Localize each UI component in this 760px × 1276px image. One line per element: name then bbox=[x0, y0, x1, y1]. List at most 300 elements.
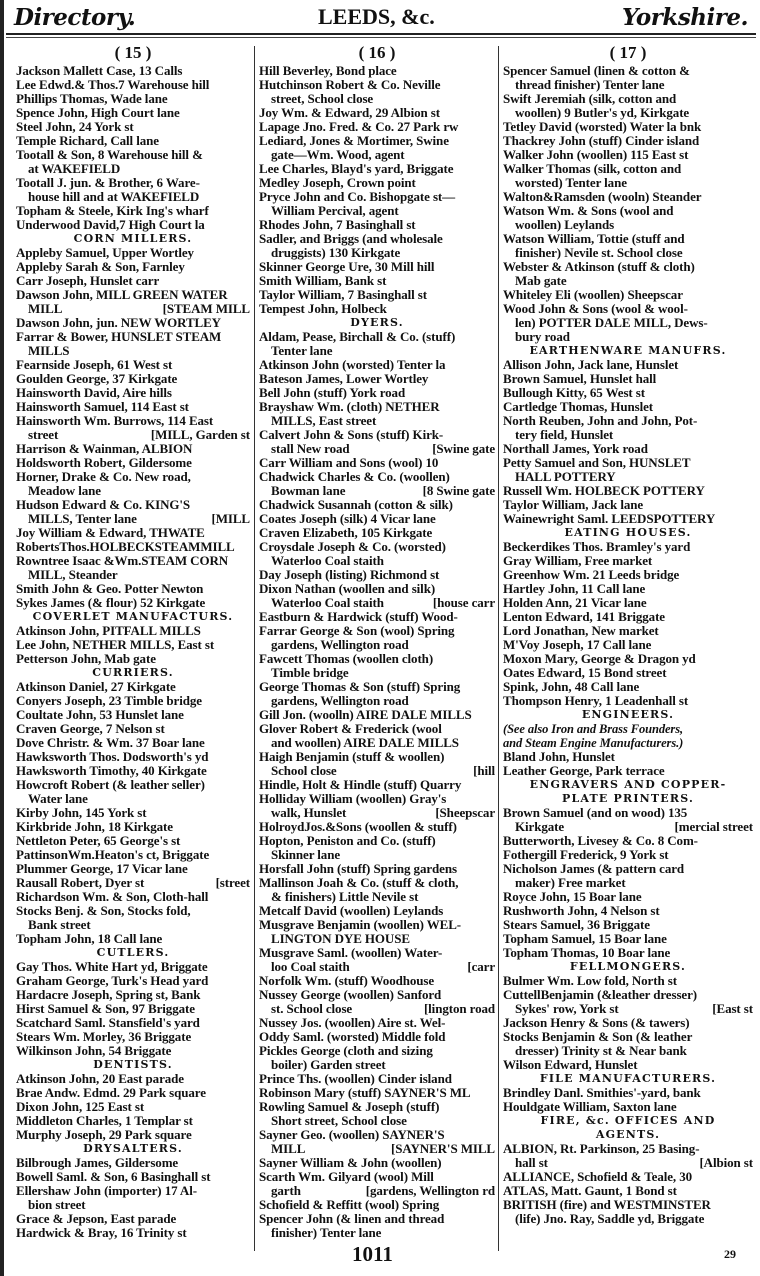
directory-entry bbox=[259, 386, 495, 400]
directory-entry bbox=[16, 1100, 250, 1114]
directory-entry bbox=[259, 988, 495, 1002]
entry-continuation bbox=[259, 806, 495, 820]
line-text: Hindle, Holt & Hindle (stuff) Quarry bbox=[259, 778, 462, 792]
header-directory: Directory. bbox=[14, 4, 136, 31]
line-text: Scarth Wm. Gilyard (wool) Mill bbox=[259, 1170, 434, 1184]
directory-entry bbox=[503, 1030, 753, 1044]
line-text: Waterloo Coal staith bbox=[271, 596, 384, 610]
directory-entry bbox=[16, 834, 250, 848]
entry-continuation bbox=[259, 848, 495, 862]
line-text: Hutchinson Robert & Co. Neville bbox=[259, 78, 441, 92]
directory-entry bbox=[503, 414, 753, 428]
line-text: Tootall J. jun. & Brother, 6 Ware- bbox=[16, 176, 200, 190]
header-leeds: LEEDS, &c. bbox=[318, 4, 435, 29]
line-tail-text: [Albion st bbox=[699, 1156, 753, 1170]
directory-entry bbox=[503, 834, 753, 848]
directory-entry bbox=[16, 638, 250, 652]
directory-entry bbox=[503, 848, 753, 862]
line-text: Topham & Steele, Kirk Ing's wharf bbox=[16, 204, 209, 218]
line-text: Howcroft Robert (& leather seller) bbox=[16, 778, 205, 792]
line-text: dresser) Trinity st & Near bank bbox=[515, 1044, 687, 1058]
line-text: Temple Richard, Call lane bbox=[16, 134, 159, 148]
line-text: Dove Christr. & Wm. 37 Boar lane bbox=[16, 736, 205, 750]
entry-continuation bbox=[259, 442, 495, 456]
line-text: Sayner William & John (woollen) bbox=[259, 1156, 442, 1170]
line-text: Hudson Edward & Co. KING'S bbox=[16, 498, 191, 512]
directory-entry bbox=[503, 288, 753, 302]
entry-continuation bbox=[259, 1058, 495, 1072]
line-text: Mallinson Joah & Co. (stuff & cloth, bbox=[259, 876, 459, 890]
directory-entry bbox=[16, 1030, 250, 1044]
directory-entry bbox=[16, 400, 250, 414]
line-text: worsted) Tenter lane bbox=[515, 176, 627, 190]
directory-entry bbox=[16, 1226, 250, 1240]
directory-entry bbox=[503, 148, 753, 162]
line-text: FELLMONGERS. bbox=[569, 960, 687, 973]
line-text: Gay Thos. White Hart yd, Briggate bbox=[16, 960, 208, 974]
line-text: Robinson Mary (stuff) SAYNER'S ML bbox=[259, 1086, 471, 1100]
line-tail-text: [house carr bbox=[432, 596, 495, 610]
entry-continuation bbox=[259, 344, 495, 358]
directory-entry bbox=[503, 652, 753, 666]
line-text: Scatchard Saml. Stansfield's yard bbox=[16, 1016, 200, 1030]
entry-continuation bbox=[503, 470, 753, 484]
line-text: LINGTON DYE HOUSE bbox=[271, 932, 410, 946]
directory-entry bbox=[259, 624, 495, 638]
line-text: Hainsworth David, Aire hills bbox=[16, 386, 172, 400]
entry-continuation bbox=[259, 484, 495, 498]
directory-entry bbox=[503, 918, 753, 932]
line-text: Leather George, Park terrace bbox=[503, 764, 665, 778]
entry-continuation bbox=[16, 190, 250, 204]
line-tail-text: [lington road bbox=[423, 1002, 495, 1016]
directory-entry bbox=[259, 1156, 495, 1170]
entry-continuation bbox=[16, 428, 250, 442]
directory-entry bbox=[503, 568, 753, 582]
directory-entry bbox=[16, 92, 250, 106]
directory-entry bbox=[503, 890, 753, 904]
entry-continuation bbox=[259, 960, 495, 974]
section-heading bbox=[503, 708, 753, 722]
line-text: AGENTS. bbox=[595, 1128, 661, 1141]
header-yorkshire: Yorkshire. bbox=[622, 4, 748, 31]
line-text: CUTLERS. bbox=[96, 946, 170, 959]
line-text: woollen) Leylands bbox=[515, 218, 615, 232]
line-text: garth bbox=[271, 1184, 301, 1198]
line-text: Stears Wm. Morley, 36 Briggate bbox=[16, 1030, 192, 1044]
line-text: M'Voy Joseph, 17 Call lane bbox=[503, 638, 652, 652]
line-text: Bateson James, Lower Wortley bbox=[259, 372, 429, 386]
directory-entry bbox=[259, 722, 495, 736]
directory-entry bbox=[259, 302, 495, 316]
line-text: Smith John & Geo. Potter Newton bbox=[16, 582, 204, 596]
directory-entry bbox=[259, 106, 495, 120]
line-text: Taylor William, 7 Basinghall st bbox=[259, 288, 427, 302]
line-text: Water lane bbox=[28, 792, 88, 806]
line-text: PLATE PRINTERS. bbox=[561, 792, 695, 805]
directory-entry bbox=[16, 1212, 250, 1226]
line-text: loo Coal staith bbox=[271, 960, 350, 974]
directory-entry bbox=[259, 1170, 495, 1184]
line-text: Butterworth, Livesey & Co. 8 Com- bbox=[503, 834, 698, 848]
line-text: st. School close bbox=[271, 1002, 353, 1016]
line-text: Walton&Ramsden (wooln) Steander bbox=[503, 190, 702, 204]
entry-continuation bbox=[259, 1142, 495, 1156]
line-text: Joy Wm. & Edward, 29 Albion st bbox=[259, 106, 440, 120]
directory-entry bbox=[16, 64, 250, 78]
directory-entry bbox=[16, 218, 250, 232]
line-text: Joy William & Edward, THWATE bbox=[16, 526, 205, 540]
section-note bbox=[503, 736, 753, 750]
entry-continuation bbox=[259, 1114, 495, 1128]
line-text: Brae Andw. Edmd. 29 Park square bbox=[16, 1086, 206, 1100]
directory-entry bbox=[16, 806, 250, 820]
directory-entry bbox=[259, 400, 495, 414]
line-text: Royce John, 15 Boar lane bbox=[503, 890, 642, 904]
line-text: Cartledge Thomas, Hunslet bbox=[503, 400, 654, 414]
directory-entry bbox=[259, 260, 495, 274]
directory-entry bbox=[16, 736, 250, 750]
directory-entry bbox=[16, 554, 250, 568]
entry-continuation bbox=[259, 764, 495, 778]
line-text: BRITISH (fire) and WESTMINSTER bbox=[503, 1198, 711, 1212]
line-text: Whiteley Eli (woollen) Sheepscar bbox=[503, 288, 683, 302]
directory-entry bbox=[16, 260, 250, 274]
directory-entry bbox=[16, 1128, 250, 1142]
section-heading bbox=[259, 316, 495, 330]
directory-entry bbox=[16, 414, 250, 428]
line-text: Hawksworth Thos. Dodsworth's yd bbox=[16, 750, 209, 764]
line-text: MILLS bbox=[28, 344, 70, 358]
directory-entry bbox=[503, 400, 753, 414]
line-text: Rausall Robert, Dyer st bbox=[16, 876, 145, 890]
section-heading bbox=[16, 610, 250, 624]
line-text: Walker John (woollen) 115 East st bbox=[503, 148, 689, 162]
directory-entry bbox=[503, 1016, 753, 1030]
directory-entry bbox=[503, 988, 753, 1002]
line-text: Timble bridge bbox=[271, 666, 349, 680]
entry-continuation bbox=[16, 568, 250, 582]
line-text: Stocks Benj. & Son, Stocks fold, bbox=[16, 904, 191, 918]
line-text: Jackson Henry & Sons (& tawers) bbox=[503, 1016, 690, 1030]
line-text: ALBION, Rt. Parkinson, 25 Basing- bbox=[503, 1142, 700, 1156]
directory-entry bbox=[503, 92, 753, 106]
directory-entry bbox=[259, 428, 495, 442]
directory-entry bbox=[16, 596, 250, 610]
line-text: Coates Joseph (silk) 4 Vicar lane bbox=[259, 512, 436, 526]
line-text: Hardacre Joseph, Spring st, Bank bbox=[16, 988, 201, 1002]
line-text: MILL, Steander bbox=[28, 568, 118, 582]
line-text: Walker Thomas (silk, cotton and bbox=[503, 162, 682, 176]
line-text: CORN MILLERS. bbox=[73, 232, 193, 245]
section-heading bbox=[16, 946, 250, 960]
directory-entry bbox=[503, 204, 753, 218]
directory-entry bbox=[259, 120, 495, 134]
directory-entry bbox=[16, 330, 250, 344]
line-text: Chadwick Susannah (cotton & silk) bbox=[259, 498, 453, 512]
directory-entry bbox=[16, 540, 250, 554]
entry-continuation bbox=[16, 484, 250, 498]
directory-entry bbox=[16, 372, 250, 386]
directory-entry bbox=[503, 64, 753, 78]
line-text: gate—Wm. Wood, agent bbox=[271, 148, 405, 162]
directory-entry bbox=[503, 694, 753, 708]
directory-entry bbox=[259, 288, 495, 302]
directory-entry bbox=[259, 274, 495, 288]
line-text: gardens, Wellington road bbox=[271, 638, 409, 652]
directory-entry bbox=[259, 1030, 495, 1044]
directory-entry bbox=[16, 1114, 250, 1128]
directory-entry bbox=[503, 540, 753, 554]
entry-continuation bbox=[259, 666, 495, 680]
line-text: Phillips Thomas, Wade lane bbox=[16, 92, 168, 106]
line-text: Brayshaw Wm. (cloth) NETHER bbox=[259, 400, 440, 414]
directory-entry bbox=[259, 1072, 495, 1086]
line-text: MILL bbox=[271, 1142, 306, 1156]
directory-entry bbox=[16, 288, 250, 302]
line-text: Plummer George, 17 Vicar lane bbox=[16, 862, 188, 876]
entry-continuation bbox=[259, 246, 495, 260]
line-text: HolroydJos.&Sons (woollen & stuff) bbox=[259, 820, 457, 834]
line-text: Wilson Edward, Hunslet bbox=[503, 1058, 638, 1072]
line-text: Nicholson James (& pattern card bbox=[503, 862, 685, 876]
line-text: Oates Edward, 15 Bond street bbox=[503, 666, 667, 680]
directory-entry bbox=[259, 372, 495, 386]
directory-entry bbox=[16, 120, 250, 134]
directory-entry bbox=[259, 358, 495, 372]
directory-entry bbox=[16, 904, 250, 918]
line-text: Underwood David,7 High Court la bbox=[16, 218, 205, 232]
line-text: Dawson John, jun. NEW WORTLEY bbox=[16, 316, 221, 330]
directory-entry bbox=[503, 806, 753, 820]
section-heading bbox=[503, 778, 753, 792]
line-tail-text: [Swine gate bbox=[432, 442, 495, 456]
line-text: Hill Beverley, Bond place bbox=[259, 64, 397, 78]
directory-entry bbox=[259, 610, 495, 624]
directory-entry bbox=[259, 1212, 495, 1226]
line-tail-text: [MILL bbox=[211, 512, 250, 526]
line-text: Thompson Henry, 1 Leadenhall st bbox=[503, 694, 689, 708]
line-tail-text: [Sheepscar bbox=[435, 806, 495, 820]
directory-entry bbox=[259, 918, 495, 932]
line-text: and Steam Engine Manufacturers.) bbox=[503, 736, 684, 750]
section-heading bbox=[503, 344, 753, 358]
line-text: Murphy Joseph, 29 Park square bbox=[16, 1128, 192, 1142]
line-text: Houldgate William, Saxton lane bbox=[503, 1100, 677, 1114]
line-text: Topham John, 18 Call lane bbox=[16, 932, 163, 946]
entry-continuation bbox=[259, 414, 495, 428]
directory-entry bbox=[503, 974, 753, 988]
line-text: Hopton, Peniston and Co. (stuff) bbox=[259, 834, 436, 848]
directory-entry bbox=[259, 1086, 495, 1100]
directory-entry bbox=[503, 456, 753, 470]
line-text: Fawcett Thomas (woollen cloth) bbox=[259, 652, 434, 666]
line-text: Mab gate bbox=[515, 274, 567, 288]
line-text: Stears Samuel, 36 Briggate bbox=[503, 918, 650, 932]
directory-entry bbox=[259, 134, 495, 148]
directory-entry bbox=[16, 764, 250, 778]
entry-continuation bbox=[259, 204, 495, 218]
line-text: Wilkinson John, 54 Briggate bbox=[16, 1044, 172, 1058]
line-text: Ellershaw John (importer) 17 Al- bbox=[16, 1184, 197, 1198]
directory-entry bbox=[16, 1002, 250, 1016]
directory-entry bbox=[259, 218, 495, 232]
line-tail-text: [STEAM MILL bbox=[162, 302, 250, 316]
directory-entry bbox=[16, 358, 250, 372]
line-text: maker) Free market bbox=[515, 876, 626, 890]
line-text: Bowman lane bbox=[271, 484, 346, 498]
line-text: Hainsworth Samuel, 114 East st bbox=[16, 400, 189, 414]
line-text: Lord Jonathan, New market bbox=[503, 624, 659, 638]
directory-entry bbox=[503, 1058, 753, 1072]
line-text: Appleby Samuel, Upper Wortley bbox=[16, 246, 194, 260]
entry-continuation bbox=[503, 1044, 753, 1058]
directory-entry bbox=[503, 624, 753, 638]
entry-continuation bbox=[16, 344, 250, 358]
line-text: COVERLET MANUFACTURS. bbox=[32, 610, 234, 623]
line-text: Lee Charles, Blayd's yard, Briggate bbox=[259, 162, 454, 176]
line-text: Calvert John & Sons (stuff) Kirk- bbox=[259, 428, 444, 442]
section-heading bbox=[503, 1128, 753, 1142]
directory-entry bbox=[16, 1016, 250, 1030]
line-text: Kirkgate bbox=[515, 820, 565, 834]
line-text: Northall James, York road bbox=[503, 442, 648, 456]
line-text: MILL bbox=[28, 302, 63, 316]
line-text: finisher) Tenter lane bbox=[271, 1226, 382, 1240]
directory-entry bbox=[259, 232, 495, 246]
directory-entry bbox=[259, 526, 495, 540]
line-text: Swift Jeremiah (silk, cotton and bbox=[503, 92, 677, 106]
entry-continuation bbox=[16, 918, 250, 932]
directory-entry bbox=[503, 862, 753, 876]
line-text: Nussey Jos. (woollen) Aire st. Wel- bbox=[259, 1016, 446, 1030]
line-text: Brown Samuel, Hunslet hall bbox=[503, 372, 657, 386]
line-text: stall New road bbox=[271, 442, 350, 456]
entry-continuation bbox=[503, 1002, 753, 1016]
directory-entry bbox=[259, 512, 495, 526]
line-text: MILLS, Tenter lane bbox=[28, 512, 137, 526]
section-heading bbox=[503, 792, 753, 806]
directory-entry bbox=[16, 876, 250, 890]
line-text: Bell John (stuff) York road bbox=[259, 386, 406, 400]
line-text: Atkinson Daniel, 27 Kirkgate bbox=[16, 680, 176, 694]
line-text: Grace & Jepson, East parade bbox=[16, 1212, 177, 1226]
entry-continuation bbox=[259, 148, 495, 162]
line-text: Aldam, Pease, Birchall & Co. (stuff) bbox=[259, 330, 456, 344]
directory-entry bbox=[503, 512, 753, 526]
line-text: Gill Jon. (woolln) AIRE DALE MILLS bbox=[259, 708, 472, 722]
line-text: Norfolk Wm. (stuff) Woodhouse bbox=[259, 974, 435, 988]
line-text: Musgrave Benjamin (woollen) WEL- bbox=[259, 918, 462, 932]
line-text: woollen) 9 Butler's yd, Kirkgate bbox=[515, 106, 690, 120]
column-divider bbox=[498, 46, 499, 1251]
line-text: Schofield & Reffitt (wool) Spring bbox=[259, 1198, 440, 1212]
entry-continuation bbox=[259, 1002, 495, 1016]
entry-continuation bbox=[16, 512, 250, 526]
section-heading bbox=[16, 232, 250, 246]
line-text: Craven George, 7 Nelson st bbox=[16, 722, 165, 736]
entry-continuation bbox=[503, 316, 753, 330]
line-text: Atkinson John, PITFALL MILLS bbox=[16, 624, 201, 638]
directory-entry bbox=[503, 946, 753, 960]
line-text: Hawksworth Timothy, 40 Kirkgate bbox=[16, 764, 207, 778]
directory-entry bbox=[16, 1184, 250, 1198]
line-text: Beckerdikes Thos. Bramley's yard bbox=[503, 540, 691, 554]
entry-continuation bbox=[259, 596, 495, 610]
line-text: CuttellBenjamin (&leather dresser) bbox=[503, 988, 697, 1002]
line-text: Nussey George (woollen) Sanford bbox=[259, 988, 442, 1002]
directory-entry bbox=[503, 386, 753, 400]
line-text: Goulden George, 37 Kirkgate bbox=[16, 372, 178, 386]
line-text: Farrar George & Son (wool) Spring bbox=[259, 624, 455, 638]
line-text: RobertsThos.HOLBECKSTEAMMILL bbox=[16, 540, 235, 554]
section-heading bbox=[503, 1072, 753, 1086]
line-tail-text: [mercial street bbox=[674, 820, 753, 834]
line-text: Brindley Danl. Smithies'-yard, bank bbox=[503, 1086, 701, 1100]
signature-mark: 29 bbox=[724, 1247, 736, 1261]
line-text: Tootall & Son, 8 Warehouse hill & bbox=[16, 148, 203, 162]
directory-entry bbox=[259, 568, 495, 582]
line-text: Bank street bbox=[28, 918, 91, 932]
directory-entry bbox=[16, 1170, 250, 1184]
line-text: Atkinson John, 20 East parade bbox=[16, 1072, 184, 1086]
line-text: Spence John, High Court lane bbox=[16, 106, 180, 120]
directory-entry bbox=[16, 932, 250, 946]
line-tail-text: [MILL, Garden st bbox=[150, 428, 250, 442]
directory-entry bbox=[16, 148, 250, 162]
line-text: Jackson Mallett Case, 13 Calls bbox=[16, 64, 183, 78]
directory-entry bbox=[259, 456, 495, 470]
line-text: Waterloo Coal staith bbox=[271, 554, 384, 568]
line-text: MILLS, East street bbox=[271, 414, 377, 428]
directory-entry bbox=[259, 176, 495, 190]
directory-entry bbox=[16, 204, 250, 218]
line-text: Spencer Samuel (linen & cotton & bbox=[503, 64, 690, 78]
directory-entry bbox=[16, 890, 250, 904]
directory-entry bbox=[503, 596, 753, 610]
line-text: and woollen) AIRE DALE MILLS bbox=[271, 736, 459, 750]
line-text: School close bbox=[271, 764, 337, 778]
line-text: Webster & Atkinson (stuff & cloth) bbox=[503, 260, 695, 274]
line-text: Kirkbride John, 18 Kirkgate bbox=[16, 820, 173, 834]
line-text: PattinsonWm.Heaton's ct, Briggate bbox=[16, 848, 210, 862]
line-text: Fothergill Frederick, 9 York st bbox=[503, 848, 669, 862]
directory-entry bbox=[503, 358, 753, 372]
line-text: Hardwick & Bray, 16 Trinity st bbox=[16, 1226, 187, 1240]
directory-entry bbox=[503, 750, 753, 764]
line-text: DYERS. bbox=[350, 316, 404, 329]
directory-entry bbox=[503, 1100, 753, 1114]
line-text: finisher) Nevile st. School close bbox=[515, 246, 683, 260]
line-text: Carr William and Sons (wool) 10 bbox=[259, 456, 439, 470]
entry-continuation bbox=[259, 890, 495, 904]
line-text: CURRIERS. bbox=[92, 666, 174, 679]
directory-entry bbox=[503, 372, 753, 386]
section-heading bbox=[503, 960, 753, 974]
directory-entry bbox=[259, 498, 495, 512]
directory-entry bbox=[16, 498, 250, 512]
line-text: Lee John, NETHER MILLS, East st bbox=[16, 638, 215, 652]
entry-continuation bbox=[503, 106, 753, 120]
directory-column-15 bbox=[16, 42, 250, 1240]
directory-entry bbox=[16, 274, 250, 288]
entry-continuation bbox=[259, 932, 495, 946]
line-text: Nettleton Peter, 65 George's st bbox=[16, 834, 181, 848]
directory-entry bbox=[16, 1072, 250, 1086]
line-text: Medley Joseph, Crown point bbox=[259, 176, 416, 190]
line-text: Haigh Benjamin (stuff & woollen) bbox=[259, 750, 445, 764]
line-text: Hainsworth Wm. Burrows, 114 East bbox=[16, 414, 214, 428]
